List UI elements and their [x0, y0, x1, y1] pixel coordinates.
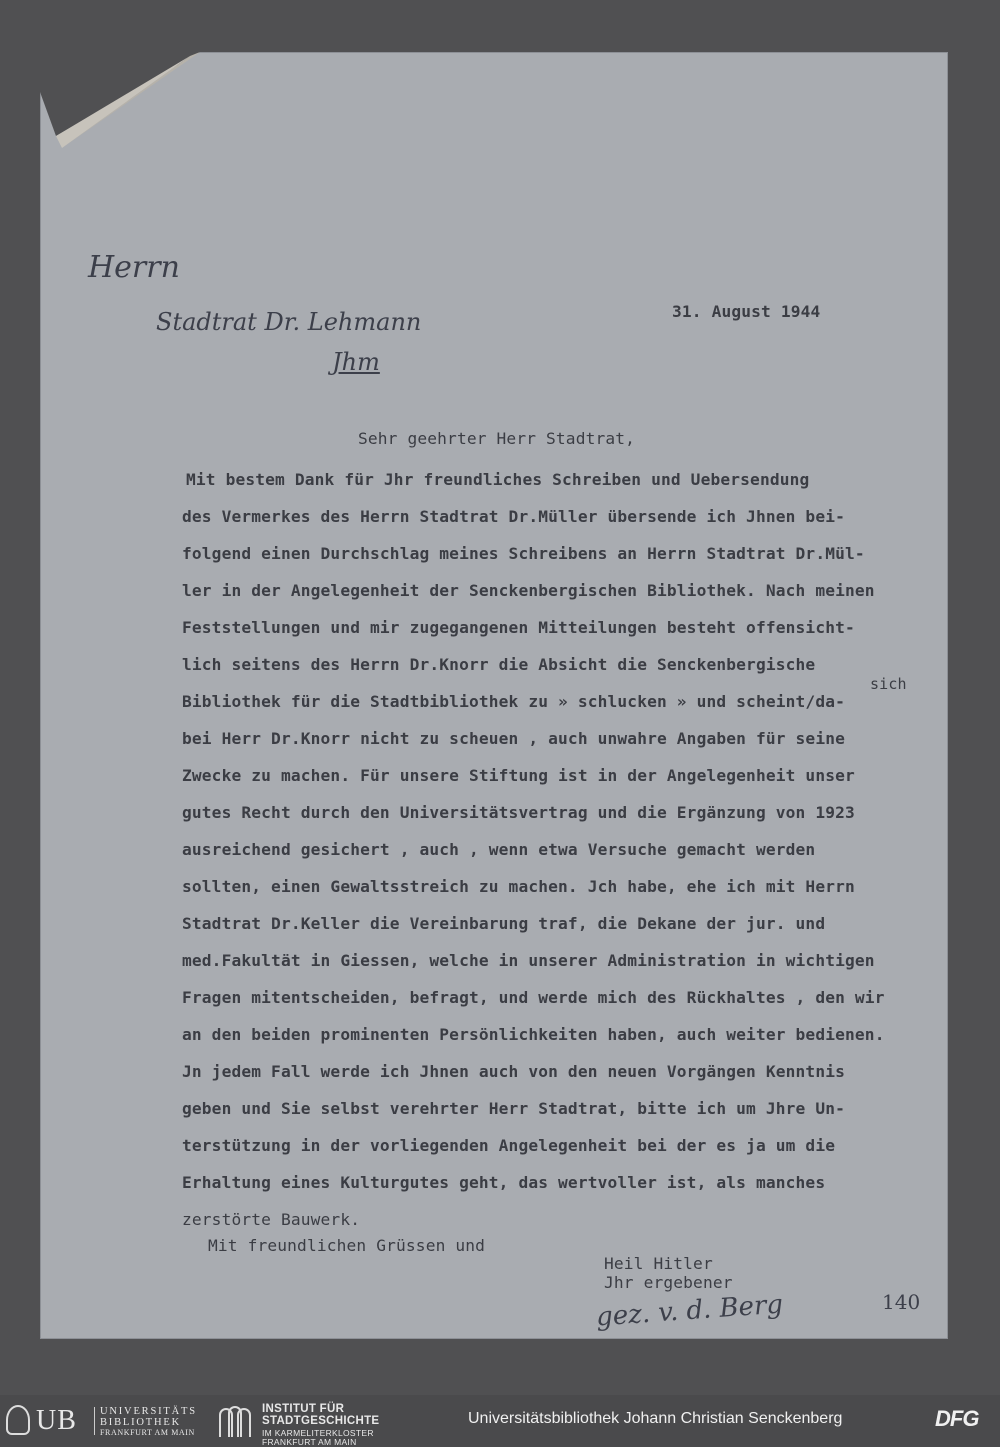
body-line: an den beiden prominenten Persönlichkeiten haben, auch weiter bedienen. — [182, 1025, 885, 1044]
body-line: Erhaltung eines Kulturgutes geht, das wertvoller ist, als manches — [182, 1173, 826, 1192]
ub-logo-divider — [94, 1407, 95, 1435]
body-line: Mit bestem Dank für Jhr freundliches Schreiben und Uebersendung — [186, 470, 810, 489]
body-line: zerstörte Bauwerk. — [182, 1210, 361, 1229]
arches-icon — [218, 1403, 252, 1437]
ub-logo-line3: FRANKFURT AM MAIN — [100, 1428, 195, 1437]
isg-line1: INSTITUT FÜR — [262, 1403, 345, 1415]
body-line: ausreichend gesichert , auch , wenn etwa Versuche gemacht werden — [182, 840, 816, 859]
body-line: bei Herr Dr.Knorr nicht zu scheuen , auch unwahre Angaben für seine — [182, 729, 846, 748]
body-line: terstützung in der vorliegenden Angelegenheit bei der es ja um die — [182, 1136, 836, 1155]
library-name: Universitätsbibliothek Johann Christian Senckenberg — [468, 1410, 843, 1427]
isg-logo — [218, 1403, 408, 1447]
letter-page — [40, 52, 948, 1339]
body-line: geben und Sie selbst verehrter Herr Stadtrat, bitte ich um Jhre Un- — [182, 1099, 846, 1118]
body-line: sollten, einen Gewaltsstreich zu machen. Jch habe, ehe ich mit Herrn — [182, 877, 855, 896]
body-line: Fragen mitentscheiden, befragt, und werde mich des Rückhaltes , den wir — [182, 988, 885, 1007]
isg-line3: IM KARMELITERKLOSTER — [262, 1428, 374, 1438]
footer-bar — [0, 1395, 1000, 1445]
closing-line: Mit freundlichen Grüssen und — [208, 1236, 486, 1255]
salutation: Sehr geehrter Herr Stadtrat, — [358, 429, 636, 448]
recipient-name: Stadtrat Dr. Lehmann — [156, 308, 422, 336]
body-line: folgend einen Durchschlag meines Schreibens an Herrn Stadtrat Dr.Mül- — [182, 544, 865, 563]
body-line: Zwecke zu machen. Für unsere Stiftung ist in der Angelegenheit unser — [182, 766, 855, 785]
body-line: Feststellungen und mir zugegangenen Mitteilungen besteht offensicht- — [182, 618, 855, 637]
isg-line2: STADTGESCHICHTE — [262, 1415, 380, 1427]
dfg-logo: DFG — [935, 1406, 979, 1431]
sign-off-greeting: Heil Hitler — [604, 1254, 713, 1273]
isg-line4: FRANKFURT AM MAIN — [262, 1437, 357, 1447]
signature: gez. v. d. Berg — [595, 1289, 784, 1333]
folded-corner — [40, 52, 200, 152]
portrait-icon — [6, 1405, 30, 1435]
page-number: 140 — [882, 1290, 921, 1314]
body-line: lich seitens des Herrn Dr.Knorr die Absicht die Senckenbergische — [182, 655, 816, 674]
body-line: gutes Recht durch den Universitätsvertrag und die Ergänzung von 1923 — [182, 803, 855, 822]
body-line: Jn jedem Fall werde ich Jhnen auch von den neuen Vorgängen Kenntnis — [182, 1062, 846, 1081]
interlinear-insert: sich — [870, 675, 907, 693]
ub-logo — [6, 1403, 206, 1439]
body-line: des Vermerkes des Herrn Stadtrat Dr.Müller übersende ich Jhnen bei- — [182, 507, 846, 526]
recipient-place: Jhm — [332, 348, 380, 376]
recipient-herrn: Herrn — [88, 250, 180, 285]
ub-logo-line1: UNIVERSITÄTS — [100, 1406, 197, 1417]
body-line: med.Fakultät in Giessen, welche in unserer Administration in wichtigen — [182, 951, 875, 970]
ub-logo-line2: BIBLIOTHEK — [100, 1417, 181, 1428]
body-line: ler in der Angelegenheit der Senckenbergischen Bibliothek. Nach meinen — [182, 581, 875, 600]
body-line: Bibliothek für die Stadtbibliothek zu » schlucken » und scheint/da- — [182, 692, 846, 711]
ub-logo-letters: UB — [36, 1405, 77, 1436]
body-line: Stadtrat Dr.Keller die Vereinbarung traf, die Dekane der jur. und — [182, 914, 826, 933]
sign-off-phrase: Jhr ergebener — [604, 1273, 733, 1292]
letter-date: 31. August 1944 — [672, 302, 821, 321]
